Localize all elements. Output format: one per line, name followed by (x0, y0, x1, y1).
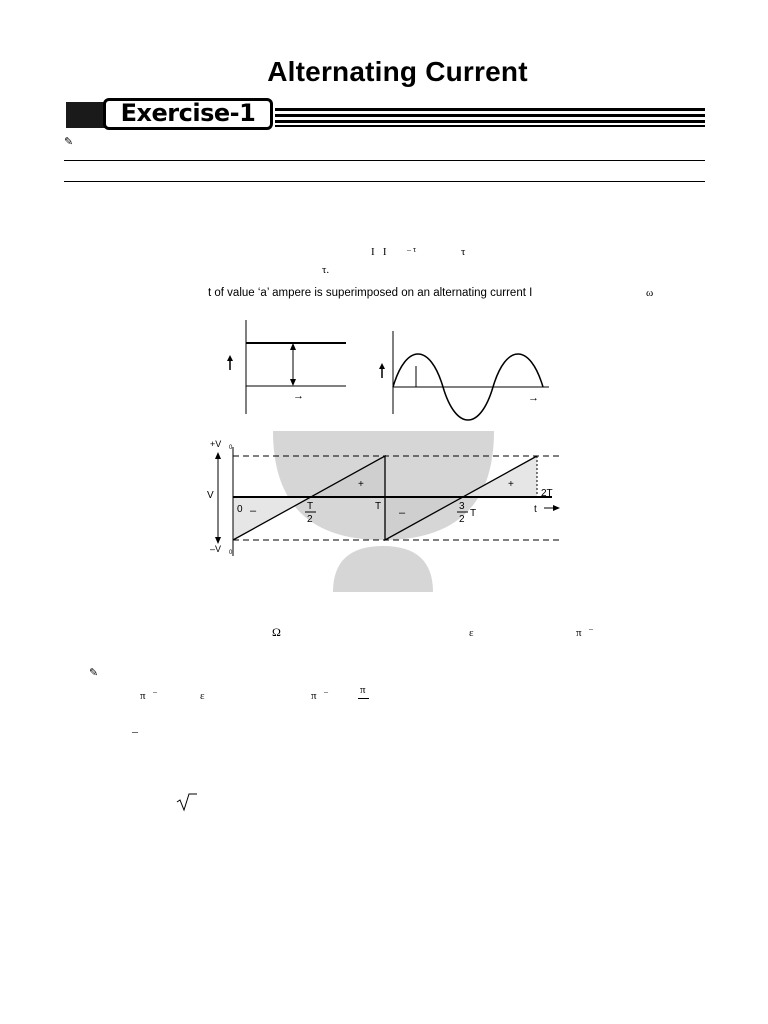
pencil-icon: ✎ (89, 666, 99, 679)
epsilon-symbol: ε (469, 627, 474, 639)
v-minus-label: –V (210, 544, 222, 554)
t-full-label: T (375, 501, 382, 512)
gray-dome-shape (333, 546, 433, 592)
sqrt-symbol (176, 792, 198, 812)
v-minus-subscript: 0 (229, 550, 233, 556)
dc-x-arrow-icon: → (293, 390, 304, 402)
fraction-pi: π (360, 684, 366, 696)
pi-superscript: – (324, 687, 328, 696)
pi-superscript: – (589, 624, 593, 633)
pi-superscript: – (153, 687, 157, 696)
formula-fragment: I I (371, 246, 387, 258)
pi-symbol: π (140, 690, 146, 702)
minus-sign: – (399, 507, 406, 519)
v-plus-subscript: 0 (229, 445, 233, 451)
overbar-fragment: – (132, 724, 138, 738)
minus-sign: – (250, 505, 257, 517)
ac-x-arrow-icon: → (528, 392, 539, 404)
pi-symbol: π (576, 627, 582, 639)
plus-sign: + (508, 479, 514, 490)
plus-sign: + (358, 479, 364, 490)
t-32-numerator: 3 (459, 501, 465, 512)
ac-current-graph (379, 331, 549, 420)
t-half-denominator: 2 (307, 514, 313, 525)
formula-superscript: – τ (407, 245, 417, 254)
question-text: t of value ‘a’ ampere is superimposed on an alternating current I (208, 287, 533, 299)
t-axis-label: t (534, 504, 537, 515)
pi-symbol: π (311, 690, 317, 702)
ohm-symbol: Ω (272, 625, 281, 639)
t-2T-label: 2T (541, 488, 553, 499)
page-title: Alternating Current (267, 56, 528, 87)
exercise-label: Exercise-1 (120, 99, 256, 127)
v-axis-label: V (207, 490, 214, 501)
fraction-bar (358, 698, 369, 699)
omega-symbol: ω (646, 287, 654, 299)
dc-current-graph (227, 320, 346, 414)
tau-symbol: τ. (322, 264, 330, 276)
pencil-icon: ✎ (64, 135, 74, 148)
v-plus-label: +V (210, 439, 222, 449)
tau-symbol: τ (461, 246, 466, 258)
t-32-denominator: 2 (459, 514, 465, 525)
epsilon-symbol: ε (200, 690, 205, 702)
t-half-numerator: T (307, 501, 314, 512)
origin-label: 0 (237, 504, 243, 515)
t-32-T: T (470, 508, 477, 519)
